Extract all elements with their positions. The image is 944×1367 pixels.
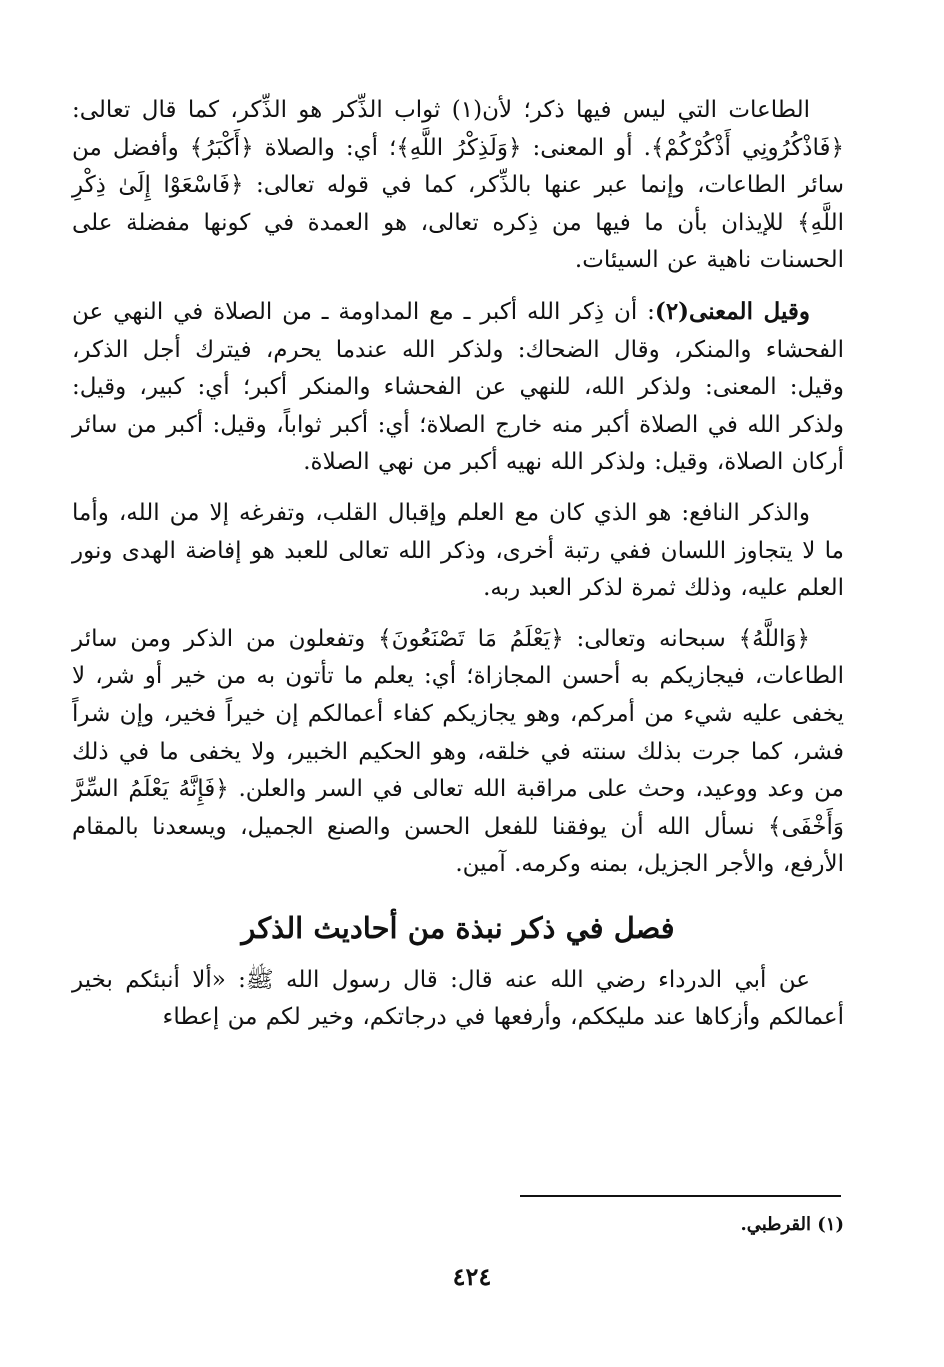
section-heading: فصل في ذكر نبذة من أحاديث الذكر xyxy=(241,910,675,945)
paragraph-2-text: : أن ذِكر الله أكبر ـ مع المداومة ـ من الصلاة في النهي عن الفحشاء والمنكر، وقال الضحاك: ولذكر الله عندما يحرم، فيترك أجل الذكر، وقيل: المعنى: ولذكر الله، للنهي عن الفحشاء والمنكر أكبر؛ أي: كبير، وقيل: ولذكر الله في الصلاة أكبر منه خارج الصلاة؛ أي: أكبر ثواباً، وقيل: أكبر من سائر أركان الصلاة، وقيل: ولذكر الله نهيه أكبر من نهي الصلاة. xyxy=(72,298,844,476)
paragraph-3-text: والذكر النافع: هو الذي كان مع العلم وإقبال القلب، وتفرغه إلا من الله، وأما ما لا يتجاوز اللسان ففي رتبة أخرى، وذكر الله تعالى للعبد هو إفاضة الهدى ونور العلم عليه، وذلك ثمرة لذكر العبد ربه. xyxy=(72,499,844,602)
page-number: ٤٢٤ xyxy=(452,1262,492,1291)
paragraph-1-text: الطاعات التي ليس فيها ذكر؛ لأن(١) ثواب الذِّكر هو الذِّكر، كما قال تعالى: ﴿فَاذْكُرُونِي أَذْكُرْكُمْ﴾. أو المعنى: ﴿وَلَذِكْرُ اللَّهِ﴾؛ أي: والصلاة ﴿أَكْبَرُ﴾ وأفضل من سائر الطاعات، وإنما عبر عنها بالذِّكر، كما في قوله تعالى: ﴿فَاسْعَوْا إِلَىٰ ذِكْرِ اللَّهِ﴾ للإيذان بأن ما فيها من ذِكره تعالى، هو العمدة في كونها مفضلة على الحسنات ناهية عن السيئات. xyxy=(72,97,844,274)
hadith-paragraph xyxy=(72,962,844,1037)
paragraph-3 xyxy=(72,495,844,608)
footnote-divider xyxy=(520,1195,841,1197)
paragraph-4 xyxy=(72,621,844,884)
paragraph-2-lead: وقيل المعنى(٢) xyxy=(654,297,810,325)
paragraph-1 xyxy=(72,92,844,280)
footnote: (١) القرطبي. xyxy=(740,1214,844,1235)
paragraph-4-text: ﴿وَاللَّهُ﴾ سبحانه وتعالى: ﴿يَعْلَمُ مَا تَصْنَعُونَ﴾ وتفعلون من الذكر ومن سائر الطاعات، فيجازيكم به أحسن المجازاة؛ أي: يعلم ما تأتون به من خير أو شر، لا يخفى عليه شيء من أمركم، وهو يجازيكم كفاء أعمالكم إن خيراً فخير، وإن شراً فشر، كما جرت بذلك سنته في خلقه، وهو الحكيم الخبير، ولا يخفى ما في ذلك من وعد ووعيد، وحث على مراقبة الله تعالى في السر والعلن. ﴿فَإِنَّهُ يَعْلَمُ السِّرَّ وَأَخْفَى﴾ نسأل الله أن يوفقنا للفعل الحسن والصنع الجميل، ويسعدنا بالمقام الأرفع، والأجر الجزيل، بمنه وكرمه. آمين. xyxy=(72,625,844,878)
paragraph-2 xyxy=(72,293,844,482)
hadith-text: عن أبي الدرداء رضي الله عنه قال: قال رسول الله ﷺ: «ألا أنبئكم بخير أعمالكم وأزكاها عند مليككم، وأرفعها في درجاتكم، وخير لكم من إعطاء xyxy=(72,966,844,1031)
